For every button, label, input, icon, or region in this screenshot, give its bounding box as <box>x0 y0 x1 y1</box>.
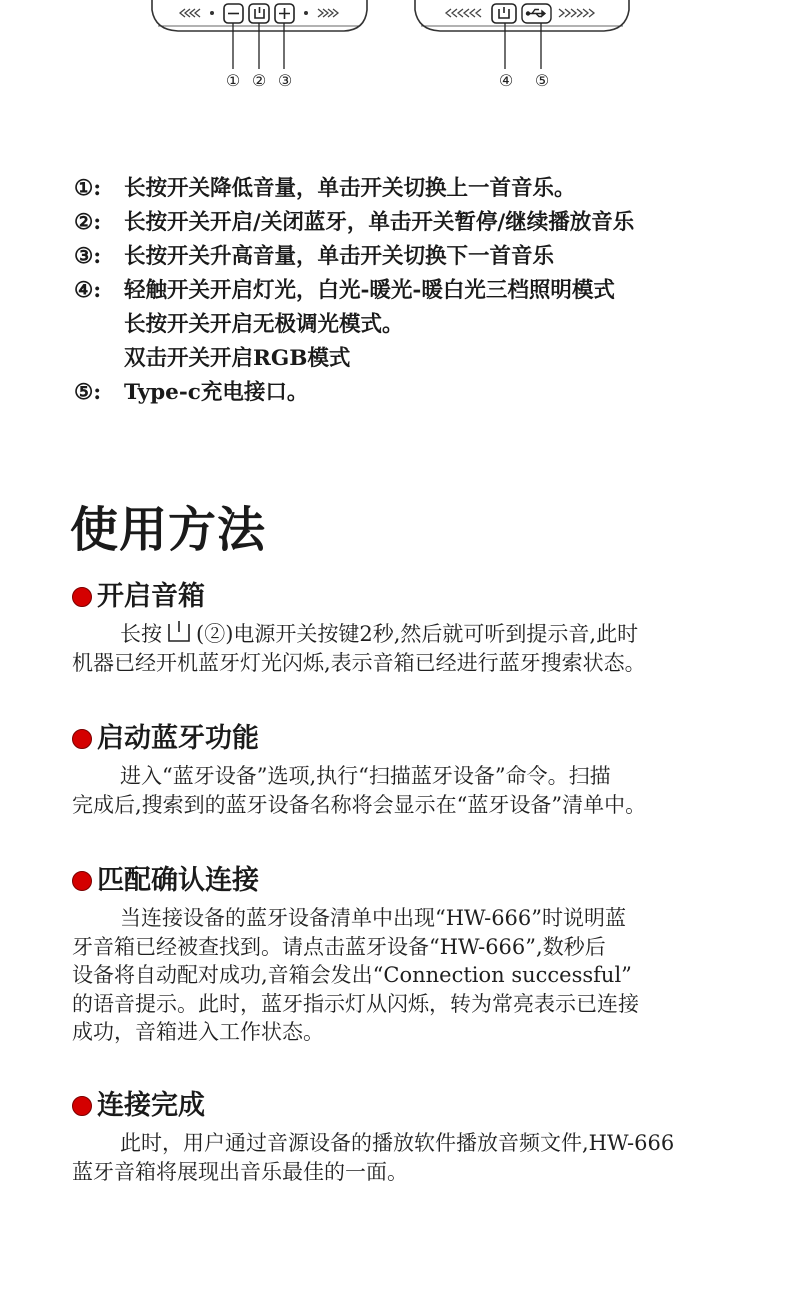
callout-3: ③ <box>277 71 293 90</box>
body-line <box>72 620 772 649</box>
control-text: 双击开关开启RGB模式 <box>124 346 351 371</box>
section-power-on <box>72 578 772 677</box>
callout-1: ① <box>225 71 241 90</box>
power-symbol-icon <box>164 620 194 644</box>
control-index: ③: <box>74 244 102 269</box>
page-title: 使用方法 <box>70 502 267 558</box>
body-line: 成功，音箱进入工作状态。 <box>72 1020 324 1044</box>
minus-button-icon <box>224 4 243 23</box>
section-title <box>72 1087 772 1125</box>
section-pairing <box>72 862 772 1047</box>
control-item <box>74 376 774 410</box>
body-line: 牙音箱已经被查找到。请点击蓝牙设备“HW-666”,数秒后 <box>72 934 606 959</box>
control-text: Type-c充电接口。 <box>124 380 309 405</box>
control-item <box>74 240 774 274</box>
bullet-icon <box>72 871 92 891</box>
power-button-icon <box>492 4 516 23</box>
body-intro: 长按 <box>120 622 162 646</box>
chevrons-left-icon <box>446 9 481 17</box>
body-line: 机器已经开机蓝牙灯光闪烁,表示音箱已经进行蓝牙搜索状态。 <box>72 650 646 675</box>
control-item <box>74 274 774 308</box>
control-item <box>74 206 774 240</box>
section-title <box>72 578 772 616</box>
control-item-continuation <box>74 342 774 376</box>
control-text: 长按开关降低音量，单击开关切换上一首音乐。 <box>124 176 576 201</box>
leader-lines-right <box>505 23 541 69</box>
indicator-dot-icon <box>210 11 214 15</box>
power-button-icon <box>249 4 269 23</box>
control-text: 长按开关升高音量，单击开关切换下一首音乐 <box>124 244 555 269</box>
section-body <box>72 620 772 677</box>
section-title-text: 连接完成 <box>97 1090 205 1121</box>
chevrons-right-icon <box>559 9 594 17</box>
section-body <box>72 1129 772 1186</box>
section-body <box>72 904 772 1047</box>
control-text: 长按开关开启/关闭蓝牙，单击开关暂停/继续播放音乐 <box>124 210 635 235</box>
control-item <box>74 172 774 206</box>
body-line: 此时，用户通过音源设备的播放软件播放音频文件,HW-666 <box>120 1131 675 1155</box>
callout-4: ④ <box>498 71 514 90</box>
bullet-icon <box>72 587 92 607</box>
control-index: ④: <box>74 278 102 303</box>
section-title-text: 开启音箱 <box>97 581 205 612</box>
usb-port-icon <box>522 4 551 23</box>
control-text: 轻触开关开启灯光，白光-暖光-暖白光三档照明模式 <box>124 278 615 303</box>
body-line: 进入“蓝牙设备”选项,执行“扫描蓝牙设备”命令。扫描 <box>120 764 611 788</box>
body-line: 的语音提示。此时，蓝牙指示灯从闪烁，转为常亮表示已连接 <box>72 991 639 1016</box>
control-item-continuation <box>74 308 774 342</box>
section-title <box>72 720 772 758</box>
button-diagram <box>0 0 790 100</box>
control-index: ①: <box>74 176 102 201</box>
control-index: ②: <box>74 210 102 235</box>
chevrons-left-icon <box>180 9 200 17</box>
control-descriptions <box>74 172 774 410</box>
bullet-icon <box>72 729 92 749</box>
body-line: 当连接设备的蓝牙设备清单中出现“HW-666”时说明蓝 <box>120 906 627 930</box>
section-title-text: 启动蓝牙功能 <box>97 723 259 754</box>
body-text: (②)电源开关按键2秒,然后就可听到提示音,此时 <box>196 622 639 646</box>
callout-5: ⑤ <box>534 71 550 90</box>
section-connected <box>72 1087 772 1186</box>
bullet-icon <box>72 1096 92 1116</box>
section-title-text: 匹配确认连接 <box>97 865 259 896</box>
callout-2: ② <box>251 71 267 90</box>
plus-button-icon <box>275 4 294 23</box>
section-bluetooth-on <box>72 720 772 819</box>
control-index: ⑤: <box>74 380 102 405</box>
section-body <box>72 762 772 819</box>
leader-lines-left <box>233 23 284 69</box>
chevrons-right-icon <box>318 9 338 17</box>
indicator-dot-icon <box>304 11 308 15</box>
body-line: 蓝牙音箱将展现出音乐最佳的一面。 <box>72 1159 408 1184</box>
body-line: 设备将自动配对成功,音箱会发出“Connection successful” <box>72 963 632 987</box>
control-text: 长按开关开启无极调光模式。 <box>124 312 404 337</box>
body-line: 完成后,搜索到的蓝牙设备名称将会显示在“蓝牙设备”清单中。 <box>72 792 647 817</box>
section-title <box>72 862 772 900</box>
